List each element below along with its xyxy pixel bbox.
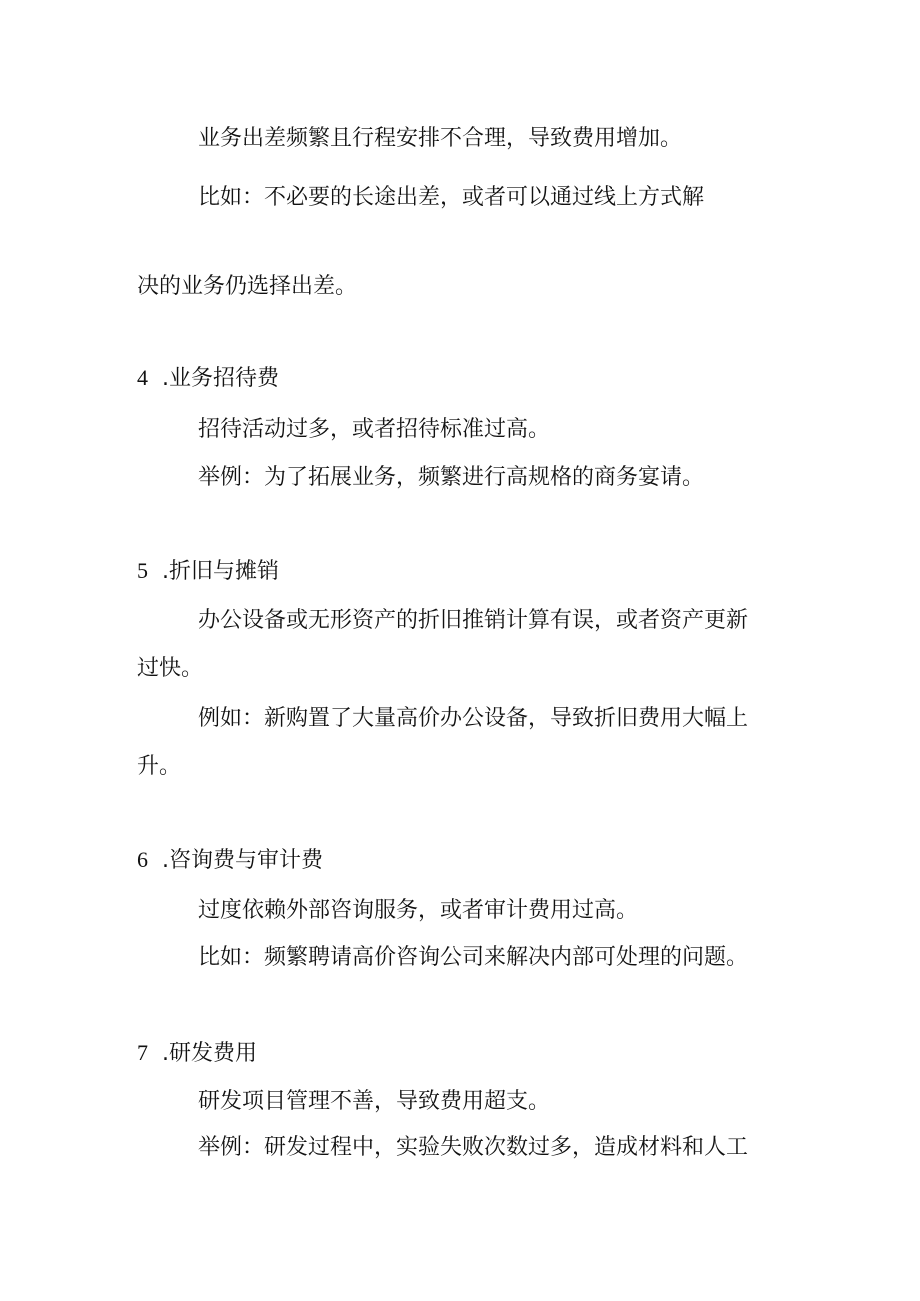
example-paragraph: 举例：研发过程中，实验失败次数过多，造成材料和人工: [198, 1135, 749, 1160]
example-paragraph-continuation: 升。: [137, 754, 182, 779]
example-paragraph-continuation: 决的业务仍选择出差。: [137, 274, 358, 299]
section-heading: [137, 1038, 257, 1069]
paragraph: 办公设备或无形资产的折旧推销计算有误，或者资产更新: [198, 608, 749, 633]
section-title: .折旧与摊销: [162, 559, 279, 584]
section-number: 4: [137, 365, 148, 390]
section-title: .咨询费与审计费: [162, 848, 323, 873]
section-number: 5: [137, 558, 148, 583]
section-title: .研发费用: [162, 1041, 257, 1066]
example-paragraph: 比如：频繁聘请高价咨询公司来解决内部可处理的问题。: [198, 945, 749, 970]
paragraph: 招待活动过多，或者招待标准过高。: [198, 417, 551, 442]
section-number: 6: [137, 847, 148, 872]
section-heading: [137, 363, 279, 394]
section-title: .业务招待费: [162, 366, 279, 391]
section-heading: [137, 845, 323, 876]
paragraph: 研发项目管理不善，导致费用超支。: [198, 1089, 551, 1114]
paragraph: 过度依赖外部咨询服务，或者审计费用过高。: [198, 898, 639, 923]
example-paragraph: 举例：为了拓展业务，频繁进行高规格的商务宴请。: [198, 465, 705, 490]
paragraph: 业务出差频繁且行程安排不合理，导致费用增加。: [198, 126, 683, 151]
example-paragraph: 例如：新购置了大量高价办公设备，导致折旧费用大幅上: [198, 706, 749, 731]
paragraph-continuation: 过快。: [137, 656, 204, 681]
section-heading: [137, 556, 279, 587]
section-number: 7: [137, 1040, 148, 1065]
example-paragraph: 比如：不必要的长途出差，或者可以通过线上方式解: [198, 185, 705, 210]
